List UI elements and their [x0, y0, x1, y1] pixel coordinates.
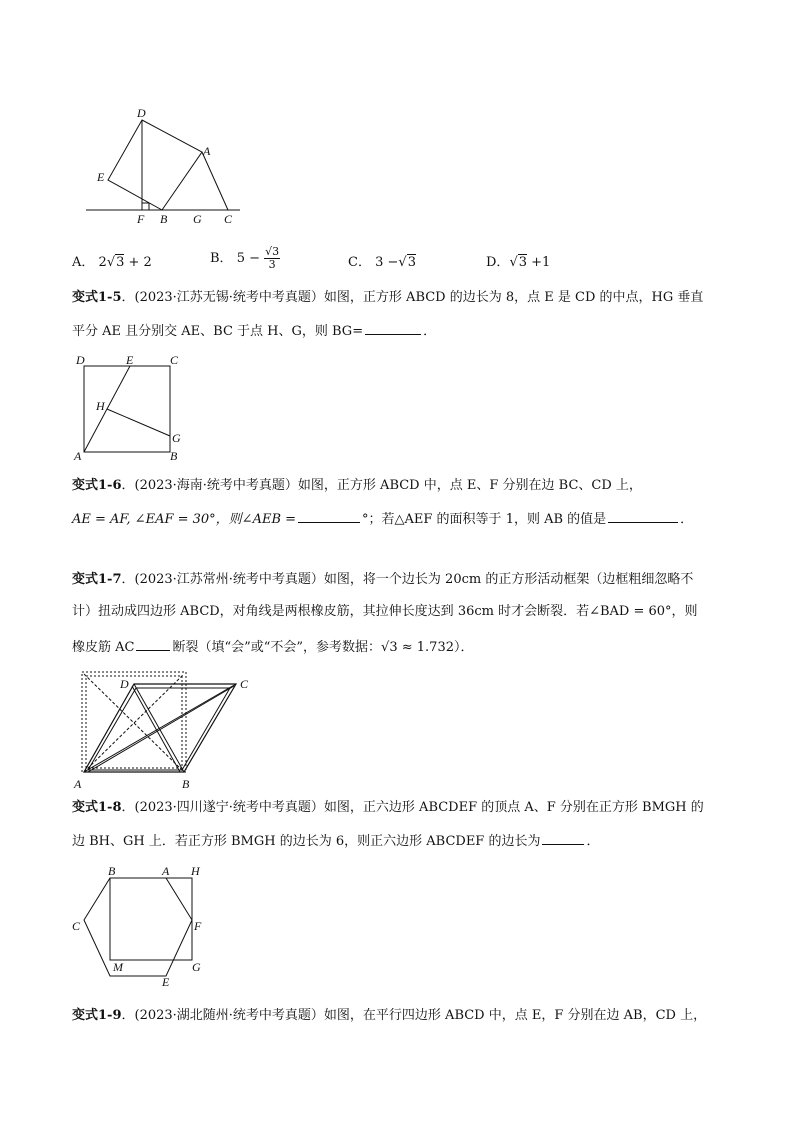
- fig15-label-d: D: [76, 353, 85, 367]
- fig17-diag-bd-2: [132, 686, 180, 772]
- fig18-label-m: M: [113, 960, 123, 974]
- fig1-square: [108, 120, 202, 210]
- figure-17: [70, 668, 270, 796]
- figure-15: [70, 352, 190, 462]
- q16-line2: AE = AF, ∠EAF = 30°，则∠AEB = °；若△AEF 的面积等于 1，则 AB 的值是 ．: [72, 508, 693, 530]
- fig17-label-d: D: [120, 677, 129, 691]
- fig1-label-b: B: [160, 212, 168, 226]
- q17-line1: 变式1-7．(2023·江苏常州·统考中考真题）如图，将一个边长为 20cm 的正方形活动框架（边框粗细忽略不: [72, 572, 694, 587]
- fig15-label-g: G: [172, 431, 181, 445]
- q18-line2: 边 BH、GH 上．若正方形 BMGH 的边长为 6，则正六边形 ABCDEF 的边长为 ．: [72, 830, 599, 852]
- fig18-square-bmgh: [110, 878, 192, 960]
- q18-line1: 变式1-8．(2023·四川遂宁·统考中考真题）如图，正六边形 ABCDEF 的顶点 A、F 分别在正方形 BMGH 的: [72, 800, 704, 815]
- q18-answer-blank[interactable]: [542, 830, 584, 845]
- figure-1: [80, 100, 260, 230]
- fig18-label-g: G: [192, 960, 201, 974]
- q17-line2: 计）扭动成四边形 ABCD，对角线是两根橡皮筋，其拉伸长度达到 36cm 时才会断裂．若∠BAD = 60°，则: [72, 604, 698, 619]
- fig1-ac: [202, 152, 228, 210]
- q16-answer-blank-2[interactable]: [608, 508, 678, 523]
- q16-answer-blank-1[interactable]: [298, 508, 360, 523]
- fig1-label-a: A: [203, 144, 211, 158]
- fig1-label-e: E: [97, 170, 105, 184]
- fig17-label-a: A: [74, 777, 82, 791]
- figure-18: [66, 860, 216, 990]
- fig18-label-c: C: [72, 919, 81, 933]
- q19-line1: 变式1-9．(2023·湖北随州·统考中考真题）如图，在平行四边形 ABCD 中，点 E，F 分别在边 AB，CD 上，: [72, 1008, 707, 1023]
- q16-line1: 变式1-6．(2023·海南·统考中考真题）如图，正方形 ABCD 中，点 E、F 分别在边 BC、CD 上，: [72, 478, 642, 493]
- fig18-hexagon: [84, 878, 192, 976]
- fig18-label-f: F: [194, 919, 202, 933]
- option-d: D．√3 +1: [486, 255, 551, 270]
- fig1-label-g: G: [193, 212, 202, 226]
- q15-line1: 变式1-5．(2023·江苏无锡·统考中考真题）如图，正方形 ABCD 的边长为 8，点 E 是 CD 的中点，HG 垂直: [72, 290, 704, 305]
- fig18-label-b: B: [108, 864, 116, 878]
- fig17-diag-bd: [134, 684, 184, 772]
- fig18-label-e: E: [162, 975, 170, 989]
- fig1-label-d: D: [137, 106, 146, 120]
- fig15-label-b: B: [170, 449, 178, 462]
- fig17-label-c: C: [240, 677, 249, 691]
- fig1-label-f: F: [137, 212, 145, 226]
- fig15-label-e: E: [126, 353, 134, 367]
- q15-line2: 平分 AE 且分别交 AE、BC 于点 H、G，则 BG= ．: [72, 320, 436, 342]
- option-a: A． 2√3 + 2: [72, 255, 152, 270]
- fig1-right-angle: [142, 203, 149, 210]
- option-b: B． 5 − $\frac{√3}{3}$: [210, 245, 280, 271]
- fig18-label-h: H: [191, 864, 200, 878]
- q17-answer-blank[interactable]: [136, 636, 170, 651]
- fig18-label-a: A: [162, 864, 170, 878]
- fig15-label-h: H: [96, 399, 105, 413]
- q15-answer-blank[interactable]: [365, 320, 421, 335]
- fig15-label-c: C: [170, 353, 179, 367]
- fig15-hg: [107, 409, 170, 436]
- fig1-label-c: C: [224, 212, 233, 226]
- q17-line3: 橡皮筋 AC 断裂（填“会”或“不会”，参考数据：√3 ≈ 1.732）．: [72, 636, 473, 658]
- option-c: C． 3 −√3: [348, 255, 416, 270]
- fig17-label-b: B: [182, 777, 190, 791]
- fig15-label-a: A: [74, 449, 82, 462]
